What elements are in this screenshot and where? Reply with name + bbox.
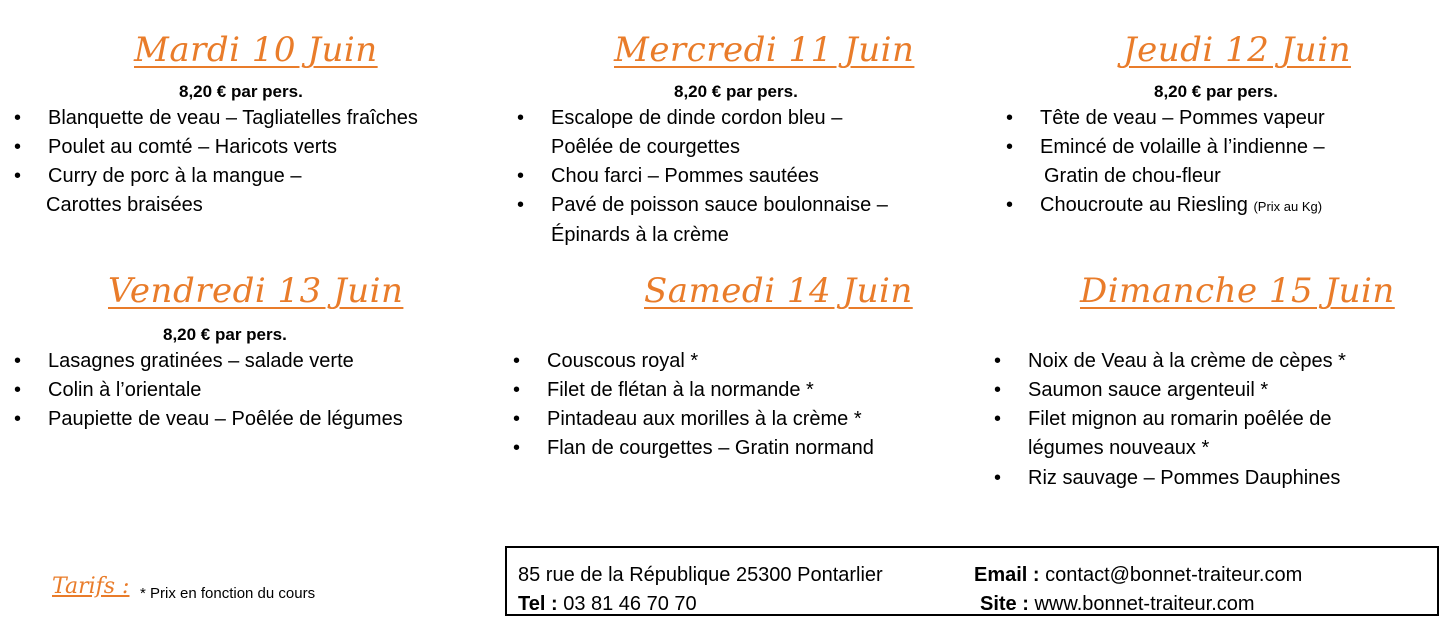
menu-item: Chou farci – Pommes sautées (551, 165, 819, 187)
menu-item: Poulet au comté – Haricots verts (48, 136, 338, 158)
email-label: Email : (974, 564, 1040, 586)
bullet: • (994, 467, 1002, 489)
bullet: • (14, 107, 22, 129)
bullet: • (14, 408, 22, 430)
menu-item: Emincé de volaille à l’indienne – (1040, 136, 1325, 158)
bullet: • (1006, 136, 1014, 158)
menu-item: Carottes braisées (46, 194, 203, 216)
website (980, 593, 1255, 616)
bullet: • (994, 408, 1002, 430)
day-title-samedi: Samedi 14 Juin (644, 271, 913, 311)
bullet: • (513, 350, 521, 372)
menu-item-text: Choucroute au Riesling (1040, 194, 1248, 216)
menu-item: Blanquette de veau – Tagliatelles fraîches (48, 107, 418, 129)
email-link[interactable]: contact@bonnet-traiteur.com (1045, 564, 1303, 586)
menu-item: Saumon sauce argenteuil * (1028, 379, 1269, 401)
bullet: • (1006, 107, 1014, 129)
day-title-jeudi: Jeudi 12 Juin (1123, 30, 1351, 70)
menu-item: Curry de porc à la mangue – (48, 165, 302, 187)
menu-item: Épinards à la crème (551, 224, 729, 246)
price-mardi: 8,20 € par pers. (179, 82, 303, 101)
contact-box (505, 546, 1439, 616)
day-title-mercredi: Mercredi 11 Juin (614, 30, 915, 70)
menu-item: légumes nouveaux * (1028, 437, 1210, 459)
bullet: • (517, 194, 525, 216)
bullet: • (14, 136, 22, 158)
menu-item: Tête de veau – Pommes vapeur (1040, 107, 1325, 129)
tel-value: 03 81 46 70 70 (563, 593, 697, 615)
bullet: • (994, 379, 1002, 401)
bullet: • (517, 107, 525, 129)
bullet: • (513, 379, 521, 401)
bullet: • (14, 165, 22, 187)
price-vendredi: 8,20 € par pers. (163, 325, 287, 344)
phone (518, 593, 697, 616)
menu-item: Escalope de dinde cordon bleu – (551, 107, 843, 129)
menu-item: Colin à l’orientale (48, 379, 202, 401)
price-mercredi: 8,20 € par pers. (674, 82, 798, 101)
menu-item: Gratin de chou-fleur (1044, 165, 1221, 187)
email (974, 564, 1302, 587)
price-note: (Prix au Kg) (1253, 199, 1323, 214)
menu-item: Pintadeau aux morilles à la crème * (547, 408, 862, 430)
bullet: • (994, 350, 1002, 372)
menu-item: Riz sauvage – Pommes Dauphines (1028, 467, 1341, 489)
menu-item: Pavé de poisson sauce boulonnaise – (551, 194, 888, 216)
menu-item: Poêlée de courgettes (551, 136, 741, 158)
menu-item: Couscous royal * (547, 350, 699, 372)
bullet: • (14, 350, 22, 372)
bullet: • (517, 165, 525, 187)
menu-item: Filet de flétan à la normande * (547, 379, 814, 401)
site-label: Site : (980, 593, 1029, 615)
menu-item: Filet mignon au romarin poêlée de (1028, 408, 1332, 430)
day-title-vendredi: Vendredi 13 Juin (108, 271, 404, 311)
day-title-mardi: Mardi 10 Juin (134, 30, 378, 70)
bullet: • (1006, 194, 1014, 216)
menu-item (1040, 191, 1322, 221)
tarifs-note: * Prix en fonction du cours (140, 585, 316, 602)
address: 85 rue de la République 25300 Pontarlier (518, 564, 883, 586)
bullet: • (513, 408, 521, 430)
day-title-dimanche: Dimanche 15 Juin (1080, 271, 1395, 311)
bullet: • (14, 379, 22, 401)
bullet: • (513, 437, 521, 459)
site-link[interactable]: www.bonnet-traiteur.com (1034, 593, 1255, 615)
price-jeudi: 8,20 € par pers. (1154, 82, 1278, 101)
tel-label: Tel : (518, 593, 558, 615)
menu-item: Flan de courgettes – Gratin normand (547, 437, 874, 459)
menu-item: Noix de Veau à la crème de cèpes * (1028, 350, 1346, 372)
menu-item: Lasagnes gratinées – salade verte (48, 350, 354, 372)
menu-item: Paupiette de veau – Poêlée de légumes (48, 408, 403, 430)
tarifs-label: Tarifs : (52, 574, 130, 599)
